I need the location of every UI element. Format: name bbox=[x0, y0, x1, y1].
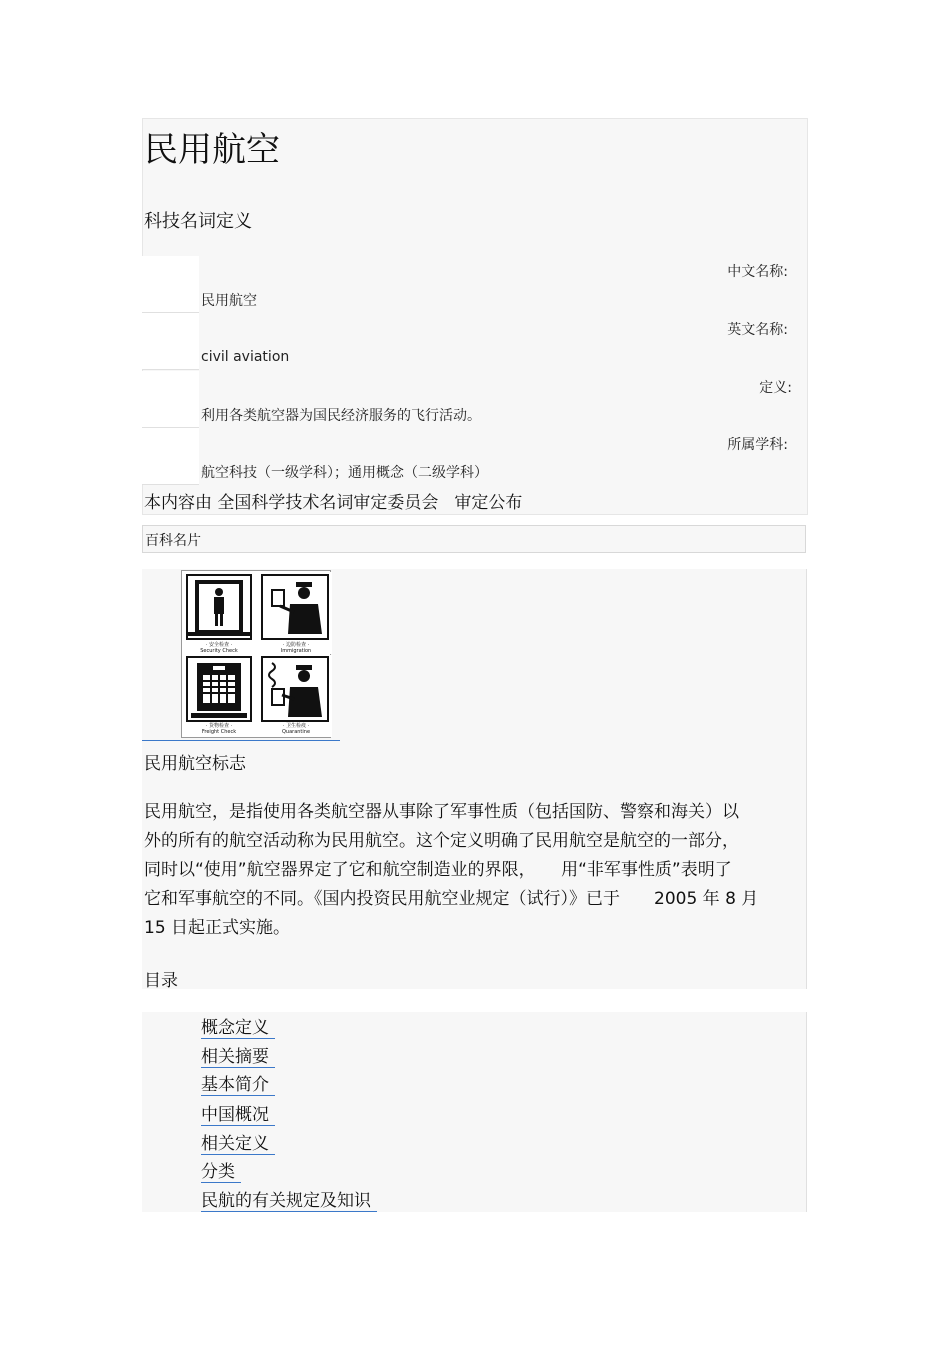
baike-card-header bbox=[142, 525, 806, 553]
quarantine-tile bbox=[260, 655, 332, 737]
quarantine-icon bbox=[260, 655, 332, 723]
definition-value: 利用各类航空器为国民经济服务的飞行活动。 bbox=[201, 408, 481, 424]
tile-caption-en: Security Check bbox=[200, 648, 238, 654]
security-check-icon bbox=[183, 572, 255, 640]
toc-link-classification[interactable]: 分类 bbox=[201, 1162, 241, 1183]
toc-link-regulations[interactable]: 民航的有关规定及知识 bbox=[201, 1191, 377, 1212]
definition-label: 中文名称: bbox=[727, 264, 788, 280]
toc-link-china-overview[interactable]: 中国概况 bbox=[201, 1105, 275, 1126]
freight-check-tile bbox=[183, 655, 255, 737]
definition-label: 所属学科: bbox=[727, 437, 788, 453]
immigration-icon bbox=[260, 572, 332, 640]
security-check-tile bbox=[183, 572, 255, 654]
image-caption: 民用航空标志 bbox=[144, 754, 246, 774]
tile-caption-cn: · 安全检查 · bbox=[205, 642, 233, 648]
toc-link-related-definitions[interactable]: 相关定义 bbox=[201, 1134, 275, 1155]
paragraph-line: 它和军事航空的不同。《国内投资民用航空业规定（试行）》已于 2005 年 8 月 bbox=[144, 889, 759, 909]
intro-paragraph bbox=[144, 798, 806, 943]
aviation-signs-image[interactable] bbox=[181, 570, 331, 738]
toc-title: 目录 bbox=[144, 971, 178, 991]
definition-label-row bbox=[142, 428, 806, 456]
definition-value: civil aviation bbox=[201, 349, 290, 365]
paragraph-line: 同时以“使用”航空器界定了它和航空制造业的界限， 用“非军事性质”表明了 bbox=[144, 860, 732, 880]
tile-caption-cn: · 边防检查 · bbox=[282, 642, 310, 648]
definition-label-row bbox=[142, 313, 806, 341]
tile-caption-cn: · 卫生检疫 · bbox=[282, 723, 310, 729]
definition-label-row bbox=[142, 371, 806, 399]
source-org-link[interactable]: 全国科学技术名词审定委员会 bbox=[217, 493, 439, 513]
source-suffix: 审定公布 bbox=[454, 493, 523, 513]
page-title: 民用航空 bbox=[144, 130, 280, 170]
source-prefix: 本内容由 bbox=[144, 493, 212, 513]
source-credit bbox=[144, 488, 522, 513]
paragraph-line: 民用航空，是指使用各类航空器从事除了军事性质（包括国防、警察和海关）以 bbox=[144, 802, 739, 822]
image-link-underline bbox=[142, 740, 340, 741]
toc-list bbox=[142, 1012, 807, 1212]
paragraph-line: 15 日起正式实施。 bbox=[144, 918, 291, 938]
tile-caption-en: Quarantine bbox=[281, 729, 311, 735]
baike-card-label: 百科名片 bbox=[145, 533, 201, 549]
toc-link-basic-intro[interactable]: 基本简介 bbox=[201, 1075, 275, 1096]
definition-label: 英文名称: bbox=[727, 322, 788, 338]
section-subtitle: 科技名词定义 bbox=[144, 211, 252, 232]
definition-value: 民用航空 bbox=[201, 293, 257, 309]
definition-label: 定义: bbox=[759, 380, 792, 396]
tile-caption-en: Freight Check bbox=[201, 729, 237, 735]
definition-label-row bbox=[142, 256, 806, 284]
tile-caption-cn: · 货物检查 · bbox=[205, 723, 233, 729]
tile-caption-en: Immigration bbox=[280, 648, 312, 654]
toc-link-related-summary[interactable]: 相关摘要 bbox=[201, 1047, 275, 1068]
toc-link-concept-definition[interactable]: 概念定义 bbox=[201, 1018, 275, 1039]
immigration-tile bbox=[260, 572, 332, 654]
freight-check-icon bbox=[183, 655, 255, 723]
definition-value: 航空科技（一级学科）；通用概念（二级学科） bbox=[201, 465, 488, 481]
paragraph-line: 外的所有的航空活动称为民用航空。这个定义明确了民用航空是航空的一部分， bbox=[144, 831, 739, 851]
